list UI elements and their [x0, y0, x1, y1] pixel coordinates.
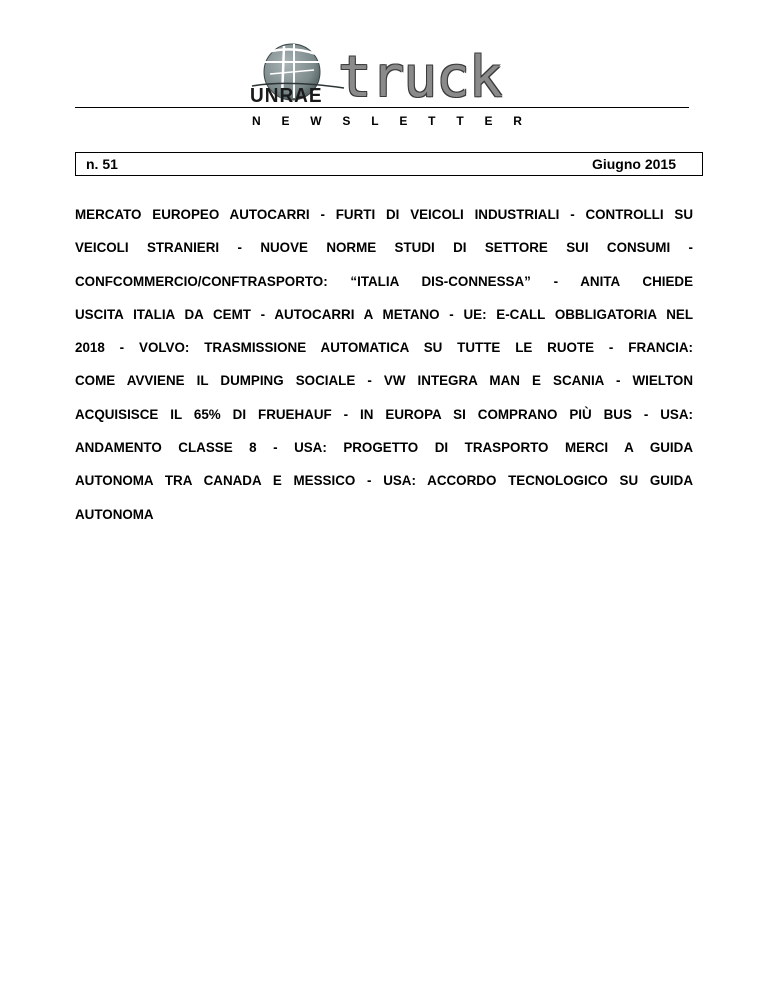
brand-unrae: UNRAE [250, 85, 323, 108]
subtitle-letter: T [428, 114, 436, 128]
masthead-divider [75, 107, 689, 108]
subtitle-letter: E [281, 114, 290, 128]
headline-line: AUTONOMA [75, 506, 154, 522]
subtitle-letter: W [310, 114, 322, 128]
headline-line: USCITA ITALIA DA CEMT - AUTOCARRI A METANO - UE: E-CALL OBBLIGATORIA NEL [75, 306, 693, 322]
subtitle-letter: N [252, 114, 261, 128]
headline-line: ANDAMENTO CLASSE 8 - USA: PROGETTO DI TRASPORTO MERCI A GUIDA [75, 440, 693, 456]
issue-number: n. 51 [86, 156, 118, 172]
subtitle-letter: S [342, 114, 351, 128]
subtitle-letter: E [484, 114, 493, 128]
subtitle-letter: E [399, 114, 408, 128]
issue-info-box [75, 152, 703, 176]
headline-line: 2018 - VOLVO: TRASMISSIONE AUTOMATICA SU TUTTE LE RUOTE - FRANCIA: [75, 340, 693, 356]
headline-line: VEICOLI STRANIERI - NUOVE NORME STUDI DI SETTORE SUI CONSUMI - [75, 240, 693, 256]
masthead [0, 0, 768, 140]
brand-title: truck [338, 45, 502, 110]
issue-date: Giugno 2015 [591, 156, 676, 172]
headline-summary [75, 198, 693, 531]
headline-line: MERCATO EUROPEO AUTOCARRI - FURTI DI VEICOLI INDUSTRIALI - CONTROLLI SU [75, 207, 693, 222]
subtitle-letter: R [513, 114, 522, 128]
headline-line: ACQUISISCE IL 65% DI FRUEHAUF - IN EUROPA SI COMPRANO PIÙ BUS - USA: [75, 406, 693, 422]
subtitle-letter: T [456, 114, 464, 128]
headline-line: AUTONOMA TRA CANADA E MESSICO - USA: ACCORDO TECNOLOGICO SU GUIDA [75, 473, 693, 489]
subtitle-letter: L [371, 114, 379, 128]
headline-line: CONFCOMMERCIO/CONFTRASPORTO: “ITALIA DIS-CONNESSA” - ANITA CHIEDE [75, 273, 693, 289]
brand-subtitle [252, 114, 522, 128]
headline-line: COME AVVIENE IL DUMPING SOCIALE - VW INTEGRA MAN E SCANIA - WIELTON [75, 373, 693, 389]
